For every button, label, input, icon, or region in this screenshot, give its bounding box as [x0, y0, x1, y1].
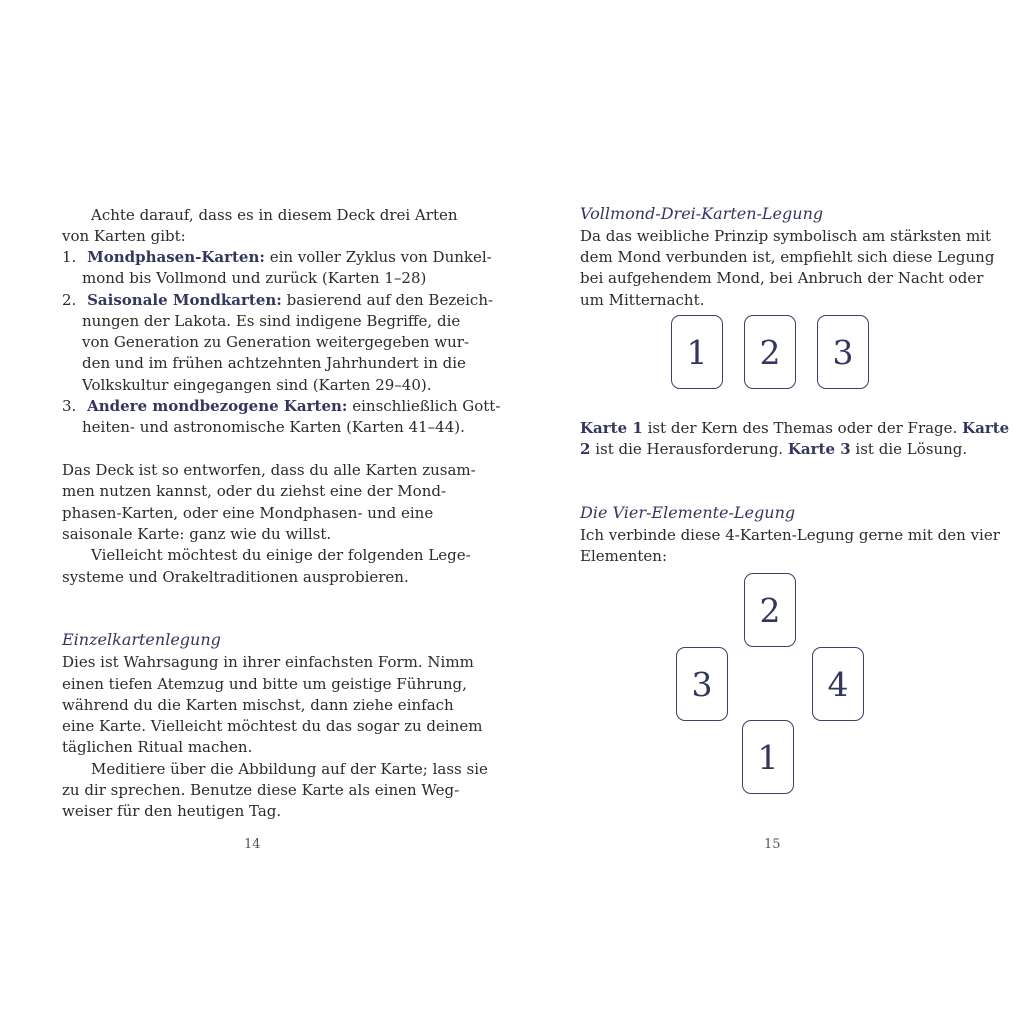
element-card-left: 3 — [676, 647, 728, 721]
page-number: 14 — [244, 837, 261, 852]
body-line: einen tiefen Atemzug und bitte um geistige Führung, — [62, 675, 467, 693]
list-text: ein voller Zyklus von Dunkel- — [269, 248, 492, 266]
body-line: eine Karte. Vielleicht möchtest du das sogar zu deinem — [62, 717, 483, 735]
body-line: Ich verbinde diese 4-Karten-Legung gerne mit den vier — [580, 526, 1000, 544]
card-text: ist die Lösung. — [850, 440, 968, 458]
list-label: Andere mondbezogene Karten: — [87, 397, 348, 415]
list-item-1 — [62, 247, 492, 268]
body-line: Das Deck ist so entworfen, dass du alle Karten zusam- — [62, 461, 476, 479]
body-line: täglichen Ritual machen. — [62, 738, 253, 756]
card-label: Karte 1 — [580, 419, 643, 437]
body-line: Da das weibliche Prinzip symbolisch am stärksten mit — [580, 227, 992, 245]
card-text: ist der Kern des Themas oder der Frage. — [642, 419, 958, 437]
list-number: 2. — [62, 291, 77, 309]
card-label: Karte 3 — [787, 440, 851, 458]
list-item-2 — [62, 290, 493, 311]
card-label: 2 — [580, 440, 591, 458]
list-label: Mondphasen-Karten: — [87, 248, 265, 266]
intro-line: Achte darauf, dass es in diesem Deck drei Arten — [91, 206, 458, 224]
list-text: Volkskultur eingegangen sind (Karten 29–40). — [82, 376, 432, 394]
body-line: Vielleicht möchtest du einige der folgenden Lege- — [91, 546, 471, 564]
element-card-top: 2 — [744, 573, 796, 647]
body-line: Meditiere über die Abbildung auf der Karte; lass sie — [91, 760, 488, 778]
card-label: Karte — [962, 419, 1010, 437]
list-text: von Generation zu Generation weitergegeben wur- — [82, 333, 470, 351]
body-line: bei aufgehendem Mond, bei Anbruch der Nacht oder — [580, 269, 984, 287]
list-text: nungen der Lakota. Es sind indigene Begriffe, die — [82, 312, 461, 330]
body-line: phasen-Karten, oder eine Mondphasen- und eine — [62, 504, 434, 522]
body-line: Elementen: — [580, 547, 668, 565]
card-text: ist die Herausforderung. — [590, 440, 784, 458]
section-heading-single: Einzelkartenlegung — [62, 630, 221, 649]
list-number: 3. — [62, 397, 77, 415]
intro-line: von Karten gibt: — [62, 227, 186, 245]
spread-card-1: 1 — [671, 315, 723, 389]
page-number: 15 — [764, 837, 781, 852]
list-text: heiten- und astronomische Karten (Karten 41–44). — [82, 418, 465, 436]
body-line: Dies ist Wahrsagung in ihrer einfachsten Form. Nimm — [62, 653, 474, 671]
list-number: 1. — [62, 248, 77, 266]
body-line: dem Mond verbunden ist, empfiehlt sich diese Legung — [580, 248, 995, 266]
card-explain-line — [580, 418, 1009, 439]
list-label: Saisonale Mondkarten: — [87, 291, 282, 309]
element-card-bottom: 1 — [742, 720, 794, 794]
spread-card-2: 2 — [744, 315, 796, 389]
section-heading-four-elements: Die Vier-Elemente-Legung — [580, 503, 796, 522]
right-page — [512, 0, 1024, 1024]
list-text: den und im frühen achtzehnten Jahrhundert in die — [82, 354, 466, 372]
body-line: systeme und Orakeltraditionen ausprobieren. — [62, 568, 409, 586]
body-line: während du die Karten mischst, dann ziehe einfach — [62, 696, 454, 714]
list-item-3 — [62, 396, 500, 417]
element-card-right: 4 — [812, 647, 864, 721]
body-line: um Mitternacht. — [580, 291, 705, 309]
body-line: men nutzen kannst, oder du ziehst eine der Mond- — [62, 482, 447, 500]
section-heading-three-card: Vollmond-Drei-Karten-Legung — [580, 204, 824, 223]
body-line: saisonale Karte: ganz wie du willst. — [62, 525, 332, 543]
body-line: zu dir sprechen. Benutze diese Karte als einen Weg- — [62, 781, 460, 799]
list-text: mond bis Vollmond und zurück (Karten 1–28) — [82, 269, 427, 287]
card-explain-line — [580, 439, 967, 460]
spread-card-3: 3 — [817, 315, 869, 389]
list-text: basierend auf den Bezeich- — [286, 291, 494, 309]
body-line: weiser für den heutigen Tag. — [62, 802, 282, 820]
list-text: einschließlich Gott- — [352, 397, 501, 415]
